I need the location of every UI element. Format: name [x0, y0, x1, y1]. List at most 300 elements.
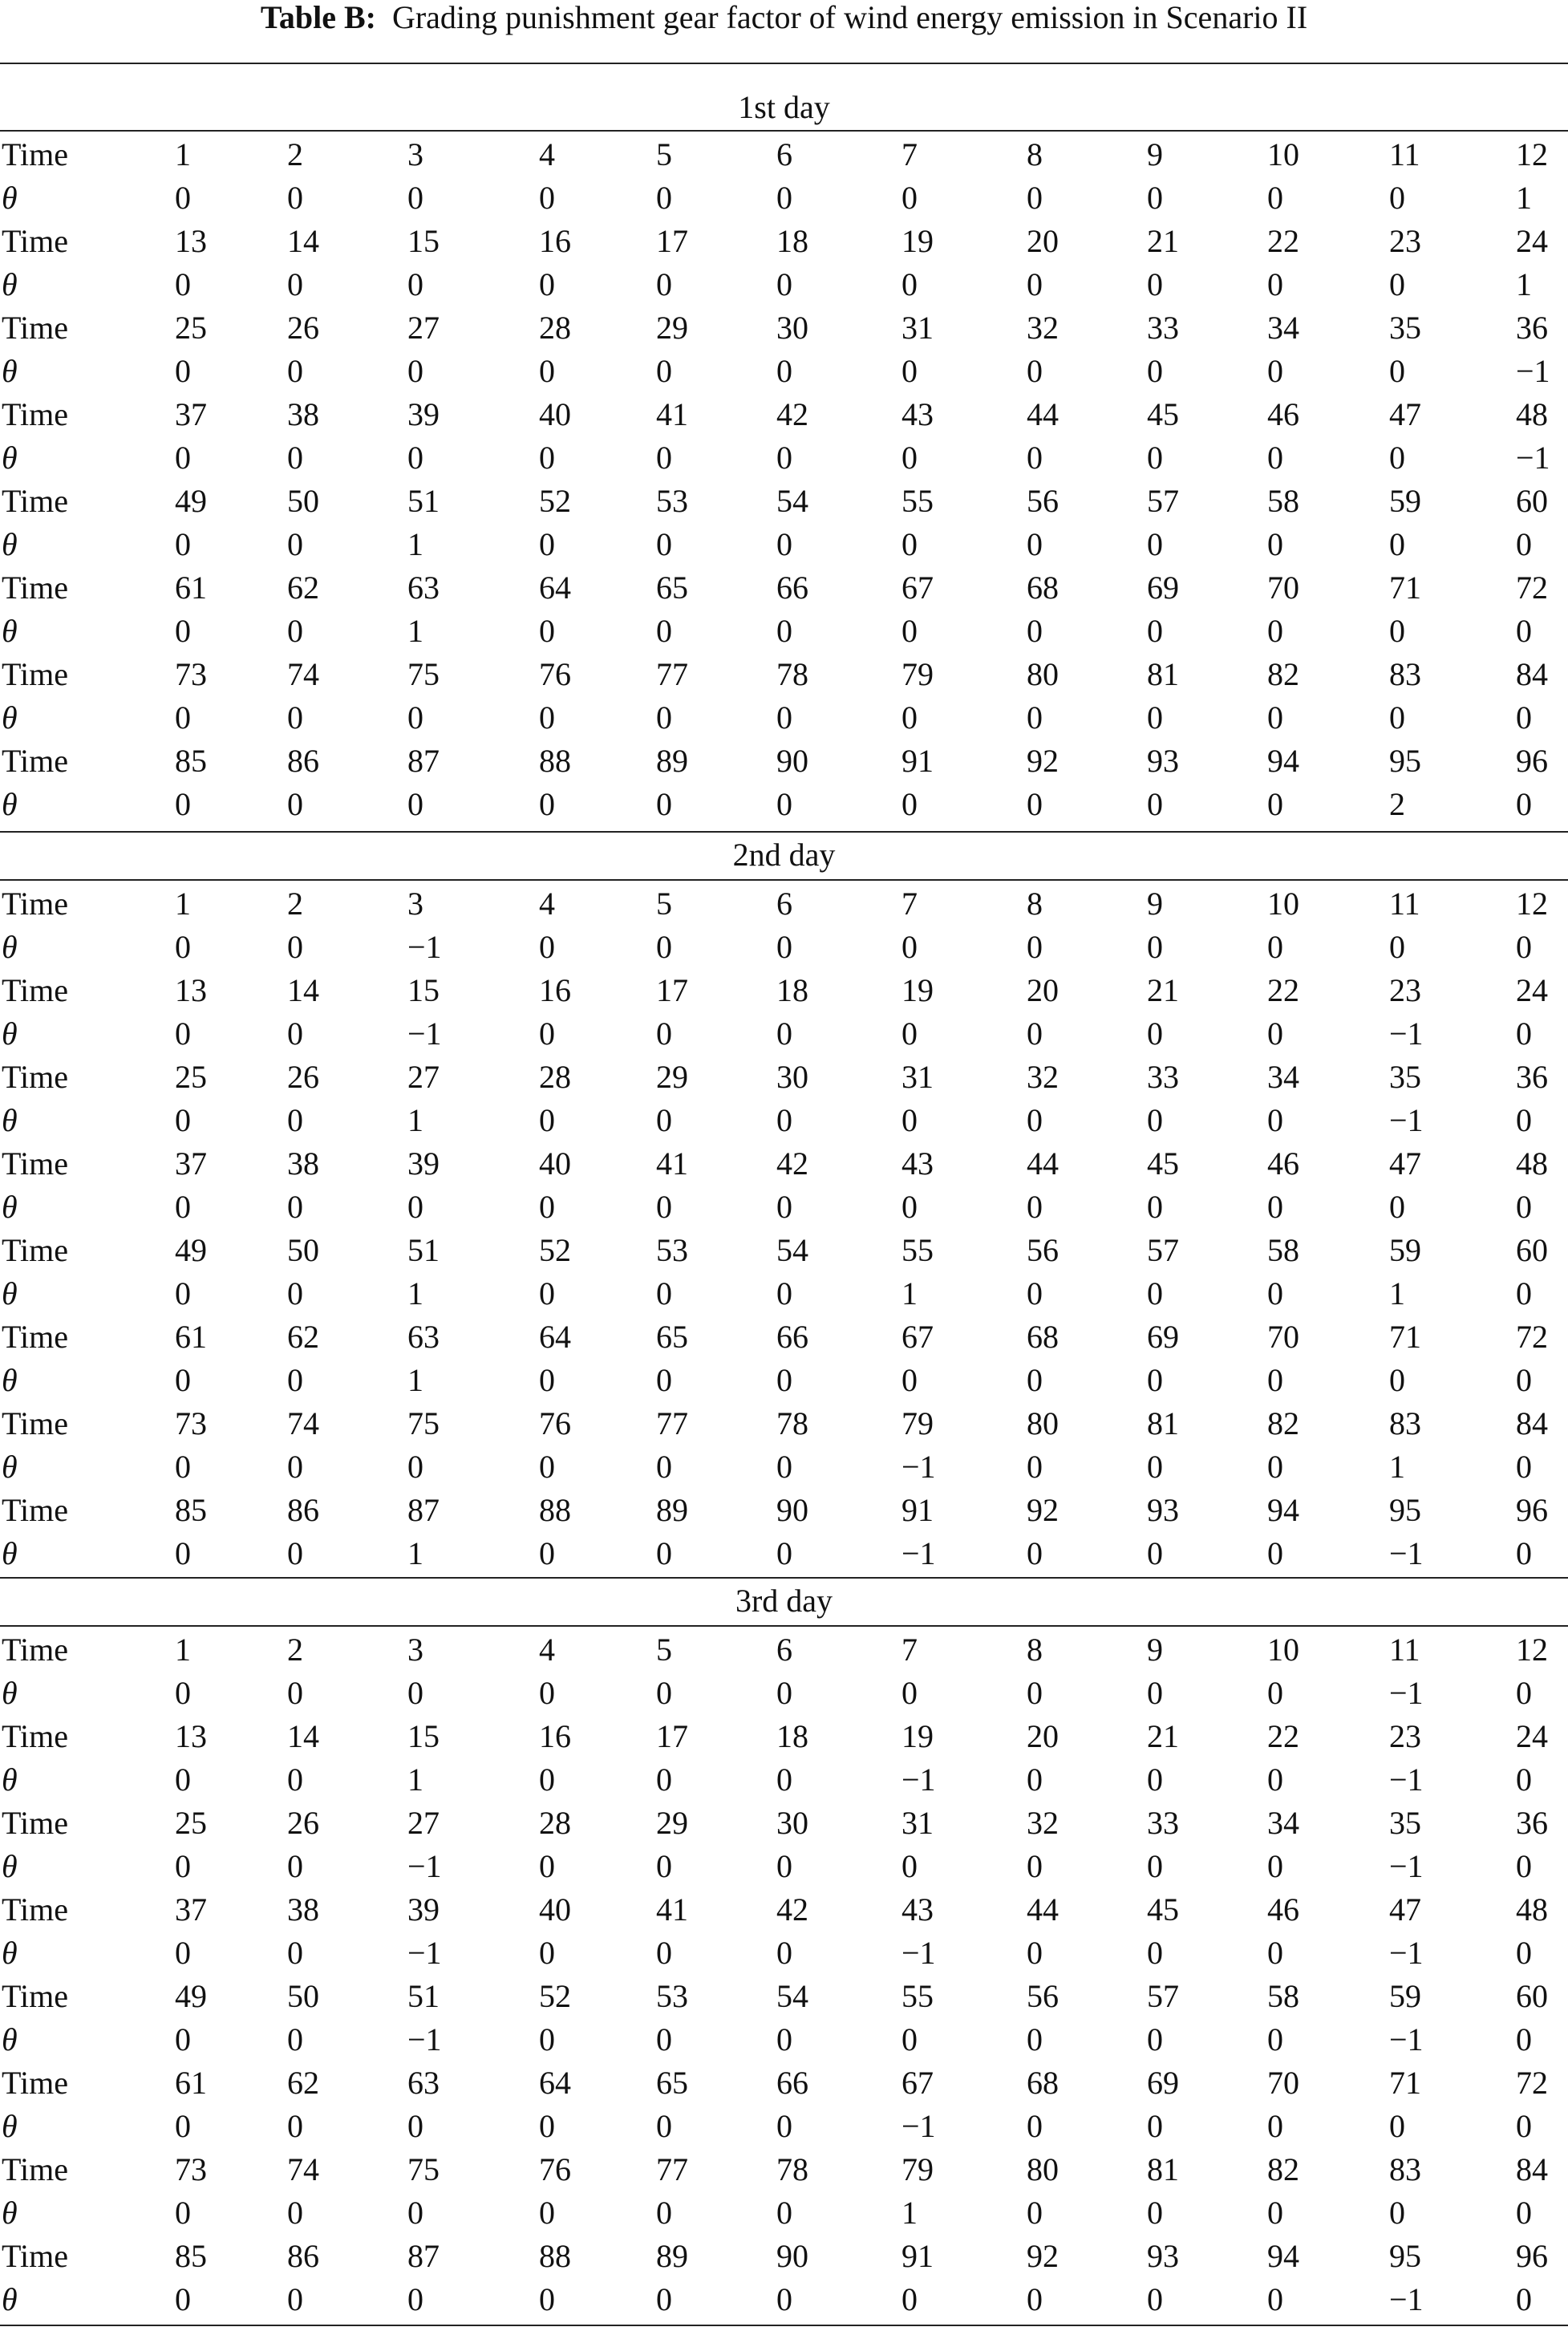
time-row [0, 882, 1568, 926]
theta-cell: 0 [776, 440, 792, 476]
theta-cell: 0 [1147, 353, 1163, 389]
time-cell: 36 [1516, 1805, 1548, 1841]
theta-cell: 0 [1516, 2108, 1532, 2144]
time-cell: 82 [1267, 2151, 1299, 2187]
time-cell: 26 [287, 1059, 319, 1095]
theta-cell: 0 [1147, 1848, 1163, 1884]
time-cell: 35 [1389, 310, 1421, 346]
theta-cell: 0 [407, 266, 423, 302]
time-row [0, 740, 1568, 783]
theta-cell: 0 [407, 440, 423, 476]
time-cell: 86 [287, 2238, 319, 2274]
theta-cell: 0 [656, 180, 672, 216]
time-cell: 43 [901, 1145, 934, 1182]
theta-cell: 0 [656, 1935, 672, 1971]
time-cell: 60 [1516, 1978, 1548, 2014]
time-cell: 95 [1389, 743, 1421, 779]
theta-cell: 0 [287, 613, 303, 649]
theta-cell: 0 [1267, 2195, 1283, 2231]
time-row [0, 2235, 1568, 2278]
time-cell: 93 [1147, 1492, 1179, 1528]
time-cell: 28 [539, 1805, 571, 1841]
time-row-label: Time [2, 1145, 69, 1182]
theta-row [0, 2278, 1568, 2321]
time-row [0, 653, 1568, 696]
time-cell: 88 [539, 1492, 571, 1528]
theta-cell: 0 [539, 1362, 555, 1398]
time-cell: 41 [656, 396, 688, 432]
theta-row [0, 2191, 1568, 2235]
time-cell: 31 [901, 1805, 934, 1841]
theta-cell: 0 [1027, 786, 1043, 822]
time-cell: 30 [776, 310, 808, 346]
theta-cell: 0 [1389, 1362, 1405, 1398]
theta-cell: 0 [407, 2195, 423, 2231]
theta-cell: 0 [656, 1848, 672, 1884]
theta-cell: −1 [1389, 1102, 1424, 1138]
theta-cell: 0 [1267, 1535, 1283, 1571]
theta-row [0, 610, 1568, 653]
time-cell: 13 [175, 1718, 207, 1754]
time-cell: 90 [776, 743, 808, 779]
theta-cell: 0 [901, 266, 918, 302]
time-cell: 42 [776, 396, 808, 432]
theta-cell: 0 [287, 1535, 303, 1571]
time-cell: 1 [175, 1632, 191, 1668]
time-row-label: Time [2, 1891, 69, 1928]
time-cell: 51 [407, 1232, 440, 1268]
theta-cell: 0 [1389, 353, 1405, 389]
time-cell: 60 [1516, 483, 1548, 519]
time-cell: 51 [407, 1978, 440, 2014]
theta-cell: 0 [776, 1362, 792, 1398]
theta-cell: 1 [407, 613, 423, 649]
theta-cell: 0 [539, 1675, 555, 1711]
theta-cell: 0 [1267, 1016, 1283, 1052]
theta-cell: 0 [539, 1102, 555, 1138]
theta-cell: 0 [1267, 2281, 1283, 2317]
time-cell: 16 [539, 223, 571, 259]
time-cell: 65 [656, 570, 688, 606]
theta-cell: 0 [539, 1189, 555, 1225]
time-cell: 32 [1027, 1059, 1059, 1095]
theta-cell: 0 [407, 180, 423, 216]
time-cell: 91 [901, 2238, 934, 2274]
time-cell: 15 [407, 1718, 440, 1754]
time-row-label: Time [2, 886, 69, 922]
theta-cell: 0 [656, 929, 672, 965]
time-cell: 12 [1516, 1632, 1548, 1668]
time-cell: 67 [901, 570, 934, 606]
theta-row-label: θ [2, 2021, 18, 2057]
time-cell: 81 [1147, 1405, 1179, 1441]
theta-cell: 0 [1516, 786, 1532, 822]
time-cell: 83 [1389, 1405, 1421, 1441]
theta-row-label: θ [2, 1449, 18, 1485]
theta-cell: 0 [1267, 2021, 1283, 2057]
theta-cell: 0 [776, 266, 792, 302]
time-cell: 41 [656, 1145, 688, 1182]
time-cell: 68 [1027, 570, 1059, 606]
table-bottom-rule [0, 2325, 1568, 2326]
theta-cell: 0 [776, 1102, 792, 1138]
theta-cell: −1 [901, 1935, 936, 1971]
time-cell: 46 [1267, 396, 1299, 432]
time-cell: 34 [1267, 1059, 1299, 1095]
theta-cell: 0 [1147, 1016, 1163, 1052]
theta-row [0, 523, 1568, 566]
time-cell: 48 [1516, 1891, 1548, 1928]
time-cell: 27 [407, 310, 440, 346]
theta-cell: 0 [776, 2281, 792, 2317]
theta-cell: 0 [175, 1016, 191, 1052]
day-top-rule [0, 63, 1568, 64]
theta-cell: 0 [656, 266, 672, 302]
theta-cell: 0 [901, 353, 918, 389]
theta-cell: 0 [1027, 2021, 1043, 2057]
time-cell: 38 [287, 1145, 319, 1182]
theta-cell: 0 [287, 440, 303, 476]
theta-cell: 0 [656, 613, 672, 649]
theta-cell: 0 [287, 1189, 303, 1225]
time-cell: 49 [175, 1232, 207, 1268]
theta-cell: 0 [656, 1102, 672, 1138]
theta-row [0, 1758, 1568, 1802]
day-sub-rule [0, 130, 1568, 132]
theta-cell: −1 [1389, 1535, 1424, 1571]
time-cell: 92 [1027, 1492, 1059, 1528]
time-cell: 52 [539, 1232, 571, 1268]
time-cell: 64 [539, 570, 571, 606]
theta-cell: 0 [1147, 2021, 1163, 2057]
theta-cell: −1 [901, 2108, 936, 2144]
time-cell: 3 [407, 1632, 423, 1668]
theta-cell: 0 [175, 699, 191, 736]
time-row-label: Time [2, 570, 69, 606]
theta-cell: 0 [1147, 1935, 1163, 1971]
theta-cell: 0 [539, 2281, 555, 2317]
time-cell: 9 [1147, 1632, 1163, 1668]
time-cell: 75 [407, 656, 440, 692]
theta-cell: 0 [1147, 699, 1163, 736]
theta-cell: 0 [539, 1848, 555, 1884]
theta-cell: 0 [901, 929, 918, 965]
time-cell: 71 [1389, 2065, 1421, 2101]
time-cell: 72 [1516, 2065, 1548, 2101]
time-cell: 84 [1516, 656, 1548, 692]
theta-cell: 1 [407, 526, 423, 562]
theta-cell: 0 [539, 1275, 555, 1311]
theta-cell: 0 [1027, 929, 1043, 965]
theta-cell: 0 [1147, 180, 1163, 216]
theta-cell: −1 [901, 1535, 936, 1571]
time-cell: 46 [1267, 1891, 1299, 1928]
time-cell: 18 [776, 1718, 808, 1754]
time-cell: 61 [175, 2065, 207, 2101]
theta-cell: 0 [287, 2281, 303, 2317]
theta-cell: 0 [539, 440, 555, 476]
time-cell: 37 [175, 396, 207, 432]
time-cell: 8 [1027, 1632, 1043, 1668]
theta-cell: 0 [656, 786, 672, 822]
time-cell: 25 [175, 1805, 207, 1841]
theta-cell: 0 [1516, 2281, 1532, 2317]
time-cell: 19 [901, 223, 934, 259]
theta-cell: 0 [901, 1362, 918, 1398]
time-cell: 57 [1147, 483, 1179, 519]
time-cell: 8 [1027, 886, 1043, 922]
theta-cell: 0 [1027, 613, 1043, 649]
time-cell: 59 [1389, 1978, 1421, 2014]
time-cell: 37 [175, 1145, 207, 1182]
time-cell: 37 [175, 1891, 207, 1928]
time-cell: 55 [901, 483, 934, 519]
time-cell: 90 [776, 2238, 808, 2274]
theta-cell: 0 [1267, 1102, 1283, 1138]
theta-cell: 0 [901, 2021, 918, 2057]
time-cell: 4 [539, 136, 555, 172]
time-cell: 24 [1516, 223, 1548, 259]
theta-cell: 0 [1147, 2108, 1163, 2144]
time-cell: 54 [776, 1232, 808, 1268]
theta-cell: 0 [287, 929, 303, 965]
time-cell: 52 [539, 1978, 571, 2014]
theta-row-label: θ [2, 613, 18, 649]
time-cell: 78 [776, 656, 808, 692]
time-cell: 58 [1267, 483, 1299, 519]
time-row [0, 393, 1568, 436]
time-cell: 73 [175, 1405, 207, 1441]
time-cell: 81 [1147, 656, 1179, 692]
theta-row [0, 1845, 1568, 1888]
time-cell: 42 [776, 1145, 808, 1182]
time-cell: 72 [1516, 570, 1548, 606]
time-cell: 89 [656, 743, 688, 779]
time-cell: 69 [1147, 2065, 1179, 2101]
time-cell: 6 [776, 886, 792, 922]
theta-cell: 0 [175, 1761, 191, 1798]
theta-cell: 0 [287, 786, 303, 822]
theta-row-label: θ [2, 1016, 18, 1052]
time-cell: 77 [656, 2151, 688, 2187]
time-cell: 56 [1027, 1232, 1059, 1268]
theta-cell: 0 [175, 1362, 191, 1398]
theta-cell: 0 [656, 2108, 672, 2144]
theta-cell: 0 [1027, 1016, 1043, 1052]
time-row [0, 1715, 1568, 1758]
time-cell: 26 [287, 1805, 319, 1841]
theta-cell: 0 [776, 1449, 792, 1485]
theta-cell: 0 [539, 1535, 555, 1571]
theta-cell: 0 [1267, 1189, 1283, 1225]
time-cell: 87 [407, 1492, 440, 1528]
theta-cell: 0 [901, 526, 918, 562]
time-row [0, 220, 1568, 263]
time-cell: 73 [175, 2151, 207, 2187]
time-cell: 83 [1389, 2151, 1421, 2187]
time-cell: 8 [1027, 136, 1043, 172]
time-cell: 79 [901, 1405, 934, 1441]
time-cell: 36 [1516, 1059, 1548, 1095]
theta-row [0, 1672, 1568, 1715]
time-row [0, 1802, 1568, 1845]
theta-cell: 0 [1267, 2108, 1283, 2144]
time-cell: 58 [1267, 1978, 1299, 2014]
time-cell: 22 [1267, 972, 1299, 1008]
theta-cell: 0 [175, 2021, 191, 2057]
time-cell: 5 [656, 1632, 672, 1668]
time-cell: 81 [1147, 2151, 1179, 2187]
time-cell: 53 [656, 483, 688, 519]
theta-row [0, 2105, 1568, 2148]
theta-row [0, 1445, 1568, 1489]
time-cell: 6 [776, 136, 792, 172]
time-cell: 24 [1516, 1718, 1548, 1754]
theta-cell: 0 [1389, 1189, 1405, 1225]
theta-cell: 0 [1516, 1761, 1532, 1798]
theta-cell: 0 [1027, 2108, 1043, 2144]
time-row [0, 306, 1568, 350]
theta-cell: 0 [287, 1449, 303, 1485]
theta-cell: 0 [1027, 180, 1043, 216]
theta-row [0, 1012, 1568, 1056]
time-cell: 50 [287, 1978, 319, 2014]
theta-cell: 0 [1389, 2108, 1405, 2144]
time-cell: 10 [1267, 1632, 1299, 1668]
theta-row-label: θ [2, 353, 18, 389]
theta-row-label: θ [2, 1535, 18, 1571]
time-cell: 15 [407, 223, 440, 259]
theta-cell: 0 [539, 180, 555, 216]
time-cell: 64 [539, 2065, 571, 2101]
time-cell: 66 [776, 1319, 808, 1355]
theta-cell: 0 [175, 1449, 191, 1485]
time-cell: 87 [407, 2238, 440, 2274]
time-row [0, 1315, 1568, 1359]
time-cell: 7 [901, 136, 918, 172]
time-cell: 13 [175, 223, 207, 259]
time-cell: 95 [1389, 1492, 1421, 1528]
theta-cell: 0 [1027, 1362, 1043, 1398]
time-row-label: Time [2, 2151, 69, 2187]
time-cell: 13 [175, 972, 207, 1008]
time-cell: 14 [287, 972, 319, 1008]
time-cell: 2 [287, 1632, 303, 1668]
theta-cell: 0 [287, 266, 303, 302]
time-cell: 79 [901, 2151, 934, 2187]
theta-cell: 0 [175, 1189, 191, 1225]
time-row [0, 1975, 1568, 2018]
theta-cell: 0 [287, 1016, 303, 1052]
theta-cell: 0 [1027, 2281, 1043, 2317]
time-cell: 70 [1267, 2065, 1299, 2101]
time-cell: 65 [656, 1319, 688, 1355]
time-cell: 29 [656, 1059, 688, 1095]
theta-cell: 0 [1267, 180, 1283, 216]
time-cell: 86 [287, 1492, 319, 1528]
time-cell: 78 [776, 2151, 808, 2187]
time-cell: 80 [1027, 2151, 1059, 2187]
time-cell: 82 [1267, 1405, 1299, 1441]
theta-cell: 1 [1389, 1275, 1405, 1311]
theta-cell: 0 [175, 440, 191, 476]
theta-row-label: θ [2, 929, 18, 965]
time-cell: 14 [287, 1718, 319, 1754]
theta-cell: −1 [1389, 1935, 1424, 1971]
theta-cell: 0 [1516, 699, 1532, 736]
theta-cell: 1 [901, 1275, 918, 1311]
theta-cell: 2 [1389, 786, 1405, 822]
theta-cell: 0 [901, 1189, 918, 1225]
theta-cell: 0 [287, 1761, 303, 1798]
theta-cell: 0 [1389, 440, 1405, 476]
theta-cell: 0 [776, 353, 792, 389]
theta-cell: 0 [1516, 1935, 1532, 1971]
time-cell: 63 [407, 570, 440, 606]
time-row-label: Time [2, 1632, 69, 1668]
theta-cell: 0 [175, 1848, 191, 1884]
theta-cell: 0 [656, 1675, 672, 1711]
time-cell: 76 [539, 656, 571, 692]
theta-cell: 0 [407, 1189, 423, 1225]
time-cell: 65 [656, 2065, 688, 2101]
theta-cell: 0 [776, 180, 792, 216]
table-caption-label: Table B: [260, 0, 376, 35]
time-cell: 40 [539, 1145, 571, 1182]
theta-cell: 0 [1267, 786, 1283, 822]
time-cell: 44 [1027, 1145, 1059, 1182]
theta-cell: 0 [287, 1848, 303, 1884]
theta-cell: −1 [1389, 1761, 1424, 1798]
theta-cell: 0 [1147, 1102, 1163, 1138]
time-cell: 71 [1389, 570, 1421, 606]
theta-cell: 1 [1516, 180, 1532, 216]
theta-cell: 0 [656, 353, 672, 389]
theta-cell: 0 [175, 1535, 191, 1571]
time-cell: 28 [539, 1059, 571, 1095]
time-cell: 82 [1267, 656, 1299, 692]
time-cell: 48 [1516, 1145, 1548, 1182]
time-cell: 68 [1027, 1319, 1059, 1355]
theta-cell: 0 [1267, 353, 1283, 389]
theta-cell: 0 [1267, 526, 1283, 562]
time-cell: 16 [539, 972, 571, 1008]
time-cell: 11 [1389, 886, 1420, 922]
theta-cell: 0 [539, 526, 555, 562]
theta-cell: 0 [1267, 440, 1283, 476]
theta-cell: 0 [1147, 1362, 1163, 1398]
time-cell: 84 [1516, 2151, 1548, 2187]
theta-cell: 0 [1027, 1275, 1043, 1311]
theta-cell: 0 [1389, 266, 1405, 302]
time-cell: 53 [656, 1978, 688, 2014]
theta-cell: 0 [287, 353, 303, 389]
time-cell: 4 [539, 886, 555, 922]
theta-cell: 0 [1516, 2021, 1532, 2057]
theta-cell: 0 [1147, 1761, 1163, 1798]
theta-cell: −1 [901, 1449, 936, 1485]
time-cell: 70 [1267, 1319, 1299, 1355]
theta-row-label: θ [2, 1761, 18, 1798]
time-cell: 57 [1147, 1978, 1179, 2014]
time-cell: 20 [1027, 1718, 1059, 1754]
theta-cell: 0 [1389, 2195, 1405, 2231]
time-row-label: Time [2, 1718, 69, 1754]
theta-cell: 0 [175, 180, 191, 216]
theta-cell: 0 [539, 1935, 555, 1971]
theta-cell: 0 [1027, 353, 1043, 389]
time-row-label: Time [2, 2238, 69, 2274]
